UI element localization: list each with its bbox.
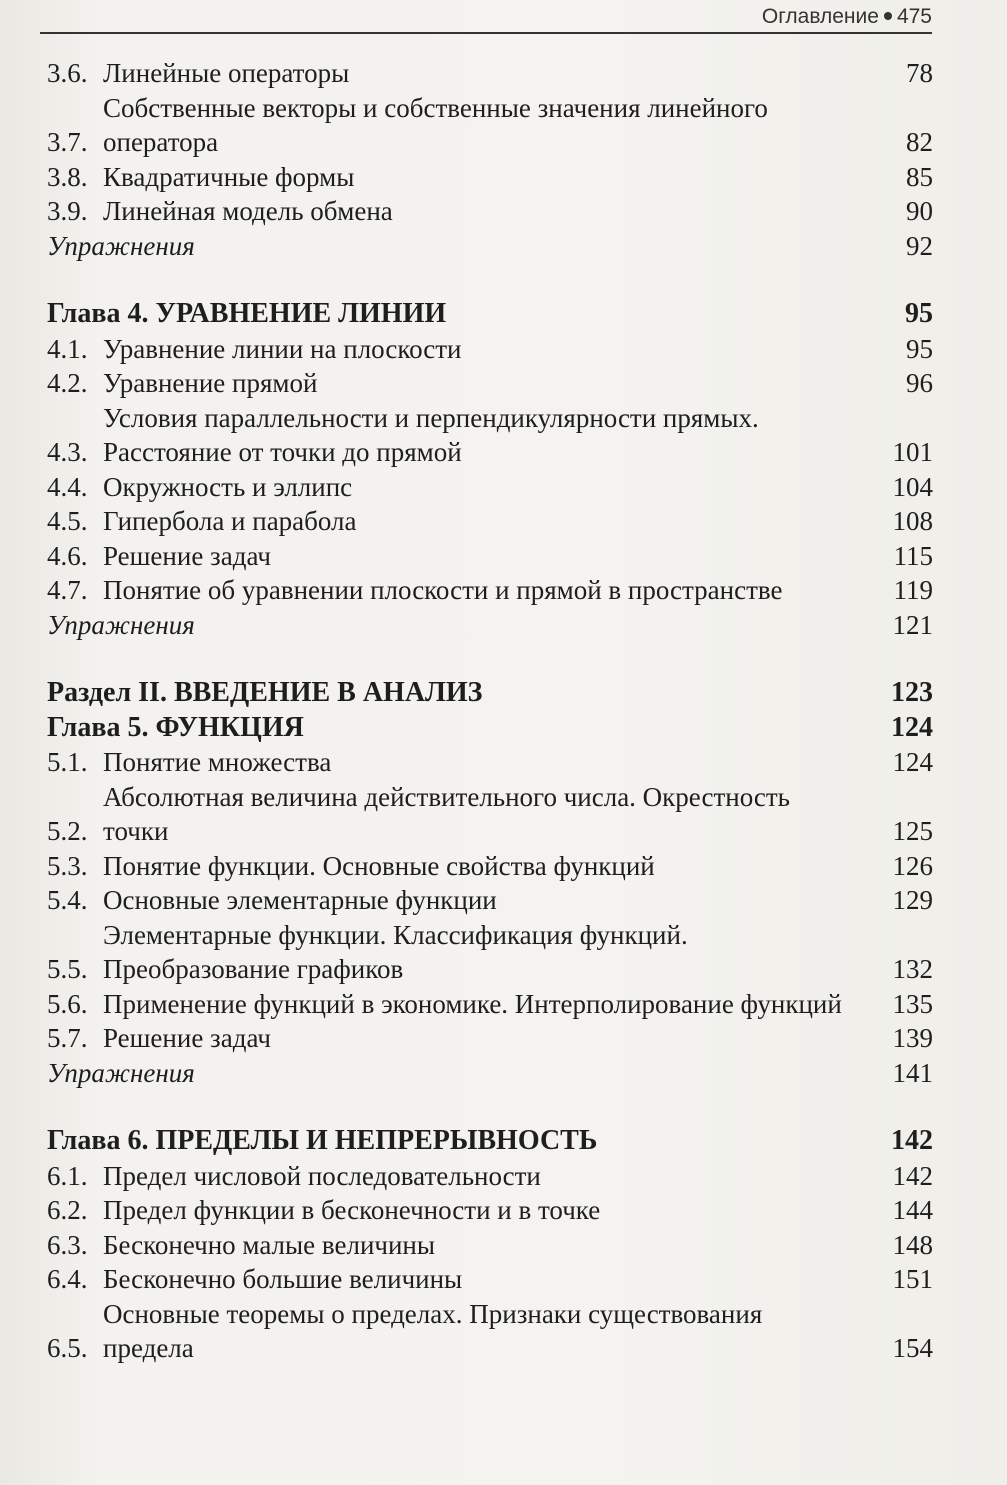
toc-exercises-entry [47,608,933,643]
toc-entry-page: 90 [906,196,933,226]
toc-entry-page: 151 [892,1264,933,1294]
toc-entry-title: Понятие об уравнении плоскости и прямой в пространстве [103,575,783,605]
toc-entry-number: 5.2. [47,816,88,846]
toc-entry [47,918,933,987]
toc-entry-title: Глава 6. ПРЕДЕЛЫ И НЕПРЕРЫВНОСТЬ [47,1125,598,1156]
toc-entry-page: 123 [891,677,933,708]
toc-chapter-heading [47,711,933,746]
toc-entry-title: Бесконечно большие величины [103,1264,463,1294]
toc-entry-number: 5.7. [47,1023,88,1053]
toc-entry-title: Понятие множества [103,747,332,777]
toc-exercises-entry [47,1056,933,1091]
toc-entry-page: 115 [893,540,933,571]
toc-entry [47,1193,933,1228]
toc-entry-title: Раздел II. ВВЕДЕНИЕ В АНАЛИЗ [47,677,483,708]
toc-entry-title: Абсолютная величина действительного числа. Окрестность точки [103,781,790,846]
toc-entry-number: 3.6. [47,58,88,88]
toc-entry [47,1297,933,1366]
toc-entry [47,160,933,195]
toc-entry-title: Решение задач [103,540,271,571]
toc-entry-title: Упражнения [47,609,195,640]
toc-entry [47,1021,933,1056]
toc-entry [47,332,933,367]
toc-entry-number: 5.4. [47,885,88,915]
toc-entry-page: 141 [892,1057,933,1088]
toc-entry-number: 6.3. [47,1229,88,1260]
toc-entry-number: 5.5. [47,954,88,984]
toc-entry [47,539,933,574]
toc-entry-title: Применение функций в экономике. Интерполирование функций [103,988,842,1019]
toc-entry-number: 4.5. [47,506,88,536]
toc-entry [47,401,933,470]
table-of-contents [47,56,933,1366]
toc-entry-page: 144 [892,1195,933,1225]
toc-entry-title: Уравнение линии на плоскости [103,333,462,364]
toc-entry-number: 6.5. [47,1333,88,1363]
toc-entry-number: 3.7. [47,127,88,157]
toc-entry-number: 4.3. [47,437,88,467]
toc-entry-title: Квадратичные формы [103,161,355,192]
toc-entry [47,987,933,1022]
toc-entry-title: Окружность и эллипс [103,471,353,502]
toc-entry-title: Упражнения [47,1057,195,1088]
toc-entry-page: 132 [892,954,933,984]
toc-entry-title: Основные теоремы о пределах. Признаки существования предела [103,1298,763,1363]
toc-entry-title: Предел функции в бесконечности и в точке [103,1195,601,1225]
toc-entry-page: 78 [906,58,933,88]
toc-entry [47,1262,933,1297]
toc-entry-page: 101 [892,437,933,467]
toc-entry [47,745,933,780]
toc-entry-page: 124 [892,747,933,777]
toc-entry [47,91,933,160]
toc-entry-number: 4.6. [47,540,88,571]
toc-entry [47,849,933,884]
toc-entry-number: 4.1. [47,333,88,364]
running-head-page-number: 475 [896,5,932,28]
toc-entry [47,56,933,91]
toc-entry-title: Гипербола и парабола [103,506,357,536]
toc-entry-title: Линейная модель обмена [103,196,393,226]
toc-entry-page: 148 [892,1229,933,1260]
toc-entry [47,470,933,505]
toc-entry-title: Бесконечно малые величины [103,1229,436,1260]
toc-entry [47,504,933,539]
toc-entry-number: 5.1. [47,747,88,777]
toc-entry-title: Глава 5. ФУНКЦИЯ [47,711,304,743]
toc-entry-page: 108 [892,506,933,536]
toc-entry-title: Понятие функции. Основные свойства функций [103,850,655,881]
toc-entry-title: Предел числовой последовательности [103,1160,541,1191]
toc-entry-number: 6.1. [47,1160,88,1191]
toc-entry-number: 3.9. [47,196,88,226]
toc-entry-page: 154 [892,1333,933,1363]
toc-entry-title: Основные элементарные функции [103,885,497,915]
toc-part-heading [47,676,933,711]
toc-entry [47,366,933,401]
toc-entry-page: 142 [891,1125,933,1156]
toc-entry-title: Собственные векторы и собственные значения линейного оператора [103,92,768,157]
toc-entry-title: Глава 4. УРАВНЕНИЕ ЛИНИИ [47,298,447,329]
toc-entry-page: 135 [892,988,933,1019]
toc-entry [47,1228,933,1263]
toc-entry-title: Уравнение прямой [103,368,318,398]
toc-entry-number: 4.7. [47,575,88,605]
toc-entry-page: 124 [891,711,933,743]
toc-entry-page: 125 [892,816,933,846]
toc-entry-number: 5.3. [47,850,88,881]
toc-exercises-entry [47,229,933,264]
toc-entry [47,1159,933,1194]
toc-entry [47,883,933,918]
toc-entry-page: 139 [892,1023,933,1053]
toc-entry-page: 92 [906,230,933,261]
toc-entry-page: 104 [892,471,933,502]
toc-entry-page: 142 [892,1160,933,1191]
toc-entry-title: Линейные операторы [103,58,350,88]
toc-entry-page: 121 [892,609,933,640]
running-head-title: Оглавление [761,5,879,28]
toc-entry-number: 6.4. [47,1264,88,1294]
toc-entry-page: 95 [905,298,933,329]
toc-entry-page: 96 [906,368,933,398]
toc-entry-page: 126 [892,850,933,881]
toc-entry-page: 129 [892,885,933,915]
toc-entry-number: 3.8. [47,161,88,192]
toc-entry-page: 85 [906,161,933,192]
toc-entry-page: 119 [893,575,933,605]
toc-entry [47,780,933,849]
toc-entry-title: Упражнения [47,230,195,261]
running-head [40,2,932,34]
toc-entry-title: Решение задач [103,1023,271,1053]
toc-entry [47,573,933,608]
toc-entry-page: 82 [906,127,933,157]
toc-entry-number: 5.6. [47,988,88,1019]
toc-entry-number: 4.4. [47,471,88,502]
toc-entry-page: 95 [906,333,933,364]
bullet-icon [884,12,892,20]
toc-entry-number: 6.2. [47,1195,88,1225]
toc-entry [47,194,933,229]
toc-chapter-heading [47,1124,933,1159]
toc-entry-title: Элементарные функции. Классификация функций. Преобразование графиков [103,919,688,984]
toc-chapter-heading [47,297,933,332]
toc-entry-title: Условия параллельности и перпендикулярности прямых. Расстояние от точки до прямой [103,402,759,467]
toc-entry-number: 4.2. [47,368,88,398]
